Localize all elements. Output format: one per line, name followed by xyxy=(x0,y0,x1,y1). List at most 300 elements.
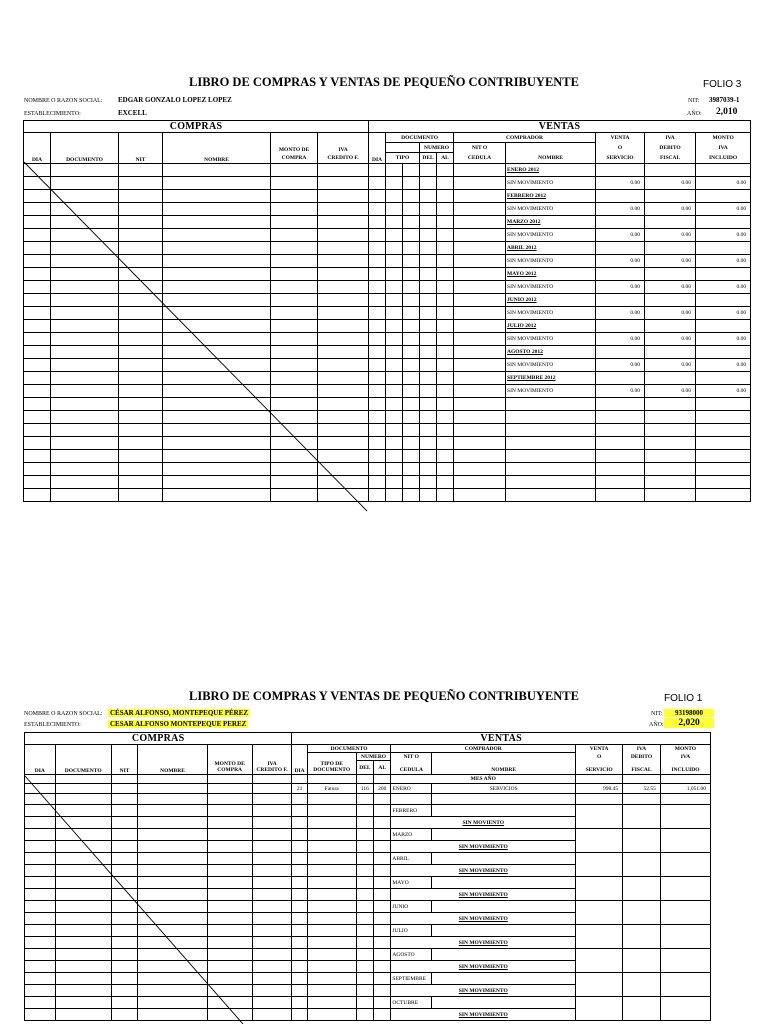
table-cell[interactable] xyxy=(51,255,119,268)
table-cell[interactable] xyxy=(111,937,138,949)
table-cell[interactable] xyxy=(252,925,292,937)
table-cell[interactable] xyxy=(163,242,271,255)
table-cell[interactable] xyxy=(386,463,403,476)
table-cell[interactable] xyxy=(163,281,271,294)
table-cell[interactable] xyxy=(111,1009,138,1021)
table-cell[interactable] xyxy=(454,333,506,346)
table-cell[interactable] xyxy=(163,359,271,372)
table-cell[interactable] xyxy=(111,784,138,794)
table-cell[interactable] xyxy=(25,817,56,829)
table-cell[interactable] xyxy=(25,865,56,877)
table-cell[interactable] xyxy=(24,164,51,177)
table-cell[interactable] xyxy=(356,805,373,817)
table-cell[interactable] xyxy=(55,901,111,913)
table-cell[interactable] xyxy=(51,372,119,385)
table-cell[interactable] xyxy=(25,913,56,925)
table-cell[interactable] xyxy=(138,841,207,853)
table-cell[interactable] xyxy=(252,961,292,973)
table-cell[interactable] xyxy=(163,450,271,463)
table-cell[interactable] xyxy=(119,333,163,346)
table-cell[interactable] xyxy=(119,255,163,268)
table-cell[interactable] xyxy=(55,1009,111,1021)
table-cell[interactable] xyxy=(292,853,307,865)
table-cell[interactable] xyxy=(318,294,369,307)
table-cell[interactable] xyxy=(420,476,437,489)
table-cell[interactable] xyxy=(318,164,369,177)
table-cell[interactable] xyxy=(119,203,163,216)
table-cell[interactable] xyxy=(252,973,292,985)
table-cell[interactable] xyxy=(356,829,373,841)
table-cell[interactable] xyxy=(318,229,369,242)
table-cell[interactable] xyxy=(374,997,391,1009)
table-cell[interactable] xyxy=(119,385,163,398)
table-cell[interactable] xyxy=(437,177,454,190)
table-cell[interactable] xyxy=(51,489,119,502)
table-cell[interactable] xyxy=(163,346,271,359)
table-cell[interactable] xyxy=(506,411,596,424)
table-cell[interactable] xyxy=(307,877,356,889)
table-cell[interactable] xyxy=(454,463,506,476)
table-cell[interactable] xyxy=(356,794,373,805)
table-cell[interactable] xyxy=(454,385,506,398)
table-cell[interactable] xyxy=(454,424,506,437)
table-cell[interactable] xyxy=(506,437,596,450)
table-cell[interactable] xyxy=(55,865,111,877)
table-cell[interactable] xyxy=(437,307,454,320)
table-cell[interactable] xyxy=(307,829,356,841)
table-cell[interactable] xyxy=(271,242,318,255)
table-cell[interactable] xyxy=(55,913,111,925)
table-cell[interactable] xyxy=(596,424,645,437)
table-cell[interactable] xyxy=(51,333,119,346)
table-cell[interactable] xyxy=(138,901,207,913)
table-cell[interactable] xyxy=(318,359,369,372)
table-cell[interactable] xyxy=(374,901,391,913)
table-cell[interactable] xyxy=(24,294,51,307)
table-cell[interactable] xyxy=(454,229,506,242)
table-cell[interactable] xyxy=(369,359,386,372)
table-cell[interactable] xyxy=(356,949,373,961)
table-cell[interactable] xyxy=(138,961,207,973)
table-cell[interactable] xyxy=(138,805,207,817)
table-cell[interactable] xyxy=(119,463,163,476)
table-cell[interactable] xyxy=(420,359,437,372)
table-cell[interactable] xyxy=(119,489,163,502)
table-cell[interactable] xyxy=(318,476,369,489)
table-cell[interactable] xyxy=(25,1009,56,1021)
table-cell[interactable] xyxy=(437,385,454,398)
table-cell[interactable] xyxy=(119,242,163,255)
table-cell[interactable] xyxy=(307,794,356,805)
table-cell[interactable] xyxy=(271,320,318,333)
table-cell[interactable] xyxy=(369,424,386,437)
table-cell[interactable] xyxy=(374,805,391,817)
table-cell[interactable] xyxy=(386,281,403,294)
table-cell[interactable] xyxy=(51,320,119,333)
table-cell[interactable] xyxy=(111,794,138,805)
table-cell[interactable] xyxy=(207,889,252,901)
table-cell[interactable] xyxy=(163,203,271,216)
table-cell[interactable] xyxy=(437,476,454,489)
table-cell[interactable] xyxy=(207,949,252,961)
table-cell[interactable] xyxy=(111,829,138,841)
table-cell[interactable] xyxy=(119,450,163,463)
table-cell[interactable] xyxy=(163,164,271,177)
table-cell[interactable] xyxy=(271,255,318,268)
table-cell[interactable] xyxy=(138,1009,207,1021)
table-cell[interactable] xyxy=(271,372,318,385)
table-cell[interactable] xyxy=(369,398,386,411)
table-cell[interactable] xyxy=(386,411,403,424)
table-cell[interactable] xyxy=(24,307,51,320)
table-cell[interactable] xyxy=(356,877,373,889)
table-cell[interactable] xyxy=(252,841,292,853)
table-cell[interactable] xyxy=(51,203,119,216)
table-cell[interactable] xyxy=(386,359,403,372)
table-cell[interactable] xyxy=(506,489,596,502)
table-cell[interactable] xyxy=(292,794,307,805)
table-cell[interactable] xyxy=(318,190,369,203)
table-cell[interactable] xyxy=(437,437,454,450)
table-cell[interactable] xyxy=(119,177,163,190)
table-cell[interactable] xyxy=(369,489,386,502)
table-cell[interactable] xyxy=(437,489,454,502)
table-cell[interactable] xyxy=(25,961,56,973)
table-cell[interactable] xyxy=(369,411,386,424)
table-cell[interactable] xyxy=(207,973,252,985)
table-cell[interactable] xyxy=(119,307,163,320)
table-cell[interactable] xyxy=(163,307,271,320)
table-cell[interactable] xyxy=(623,794,661,805)
table-cell[interactable] xyxy=(391,794,432,805)
table-cell[interactable] xyxy=(24,177,51,190)
table-cell[interactable] xyxy=(420,463,437,476)
table-cell[interactable] xyxy=(403,437,420,450)
table-cell[interactable] xyxy=(386,424,403,437)
table-cell[interactable] xyxy=(25,829,56,841)
table-cell[interactable] xyxy=(645,489,696,502)
table-cell[interactable] xyxy=(51,346,119,359)
table-cell[interactable] xyxy=(51,450,119,463)
table-cell[interactable] xyxy=(386,307,403,320)
table-cell[interactable] xyxy=(55,817,111,829)
table-cell[interactable] xyxy=(55,784,111,794)
table-cell[interactable] xyxy=(292,829,307,841)
table-cell[interactable] xyxy=(119,346,163,359)
table-cell[interactable] xyxy=(369,203,386,216)
table-cell[interactable] xyxy=(119,476,163,489)
table-cell[interactable] xyxy=(369,307,386,320)
table-cell[interactable] xyxy=(24,359,51,372)
table-cell[interactable] xyxy=(51,164,119,177)
table-cell[interactable] xyxy=(138,784,207,794)
table-cell[interactable] xyxy=(292,901,307,913)
table-cell[interactable] xyxy=(374,973,391,985)
table-cell[interactable] xyxy=(271,216,318,229)
table-cell[interactable] xyxy=(51,177,119,190)
table-cell[interactable] xyxy=(356,901,373,913)
table-cell[interactable] xyxy=(271,294,318,307)
table-cell[interactable] xyxy=(119,281,163,294)
table-cell[interactable] xyxy=(374,949,391,961)
table-cell[interactable] xyxy=(271,359,318,372)
table-cell[interactable] xyxy=(119,411,163,424)
table-cell[interactable] xyxy=(24,372,51,385)
table-cell[interactable] xyxy=(24,320,51,333)
table-cell[interactable] xyxy=(51,359,119,372)
table-cell[interactable] xyxy=(356,973,373,985)
table-cell[interactable] xyxy=(252,937,292,949)
table-cell[interactable] xyxy=(163,437,271,450)
table-cell[interactable] xyxy=(420,411,437,424)
table-cell[interactable] xyxy=(386,203,403,216)
table-cell[interactable] xyxy=(271,333,318,346)
table-cell[interactable] xyxy=(403,450,420,463)
table-cell[interactable] xyxy=(307,901,356,913)
table-cell[interactable] xyxy=(386,177,403,190)
table-cell[interactable] xyxy=(271,346,318,359)
table-cell[interactable] xyxy=(163,177,271,190)
table-cell[interactable] xyxy=(271,307,318,320)
table-cell[interactable] xyxy=(454,411,506,424)
table-cell[interactable] xyxy=(207,937,252,949)
table-cell[interactable] xyxy=(432,794,576,805)
table-cell[interactable] xyxy=(55,985,111,997)
table-cell[interactable] xyxy=(252,913,292,925)
table-cell[interactable] xyxy=(207,913,252,925)
table-cell[interactable] xyxy=(207,985,252,997)
table-cell[interactable] xyxy=(24,489,51,502)
table-cell[interactable] xyxy=(403,177,420,190)
table-cell[interactable] xyxy=(24,346,51,359)
table-cell[interactable] xyxy=(318,411,369,424)
table-cell[interactable] xyxy=(403,255,420,268)
table-cell[interactable] xyxy=(660,794,710,805)
table-cell[interactable] xyxy=(51,281,119,294)
table-cell[interactable] xyxy=(437,229,454,242)
table-cell[interactable] xyxy=(318,242,369,255)
table-cell[interactable] xyxy=(55,961,111,973)
table-cell[interactable] xyxy=(369,255,386,268)
table-cell[interactable] xyxy=(207,794,252,805)
table-cell[interactable] xyxy=(138,853,207,865)
table-cell[interactable] xyxy=(51,424,119,437)
table-cell[interactable] xyxy=(163,398,271,411)
table-cell[interactable] xyxy=(51,294,119,307)
table-cell[interactable] xyxy=(271,190,318,203)
table-cell[interactable] xyxy=(271,398,318,411)
table-cell[interactable] xyxy=(374,829,391,841)
table-cell[interactable] xyxy=(138,877,207,889)
table-cell[interactable] xyxy=(51,463,119,476)
table-cell[interactable] xyxy=(369,333,386,346)
table-cell[interactable] xyxy=(645,411,696,424)
table-cell[interactable] xyxy=(356,997,373,1009)
table-cell[interactable] xyxy=(252,949,292,961)
table-cell[interactable] xyxy=(454,437,506,450)
table-cell[interactable] xyxy=(119,437,163,450)
table-cell[interactable] xyxy=(645,398,696,411)
table-cell[interactable] xyxy=(25,949,56,961)
table-cell[interactable] xyxy=(437,281,454,294)
table-cell[interactable] xyxy=(163,385,271,398)
table-cell[interactable] xyxy=(111,913,138,925)
table-cell[interactable] xyxy=(454,359,506,372)
table-cell[interactable] xyxy=(318,437,369,450)
table-cell[interactable] xyxy=(207,784,252,794)
table-cell[interactable] xyxy=(696,476,751,489)
table-cell[interactable] xyxy=(369,281,386,294)
table-cell[interactable] xyxy=(51,437,119,450)
table-cell[interactable] xyxy=(437,411,454,424)
table-cell[interactable] xyxy=(386,255,403,268)
table-cell[interactable] xyxy=(119,320,163,333)
table-cell[interactable] xyxy=(437,463,454,476)
table-cell[interactable] xyxy=(420,385,437,398)
table-cell[interactable] xyxy=(386,476,403,489)
table-cell[interactable] xyxy=(420,424,437,437)
table-cell[interactable] xyxy=(24,333,51,346)
table-cell[interactable] xyxy=(374,853,391,865)
table-cell[interactable] xyxy=(386,385,403,398)
table-cell[interactable] xyxy=(403,489,420,502)
table-cell[interactable] xyxy=(111,901,138,913)
table-cell[interactable] xyxy=(111,775,138,784)
table-cell[interactable] xyxy=(25,889,56,901)
table-cell[interactable] xyxy=(696,424,751,437)
table-cell[interactable] xyxy=(454,203,506,216)
table-cell[interactable] xyxy=(163,411,271,424)
table-cell[interactable] xyxy=(318,346,369,359)
table-cell[interactable] xyxy=(24,229,51,242)
table-cell[interactable] xyxy=(207,997,252,1009)
table-cell[interactable] xyxy=(318,177,369,190)
table-cell[interactable] xyxy=(163,320,271,333)
table-cell[interactable] xyxy=(318,216,369,229)
table-cell[interactable] xyxy=(163,190,271,203)
table-cell[interactable] xyxy=(318,450,369,463)
table-cell[interactable] xyxy=(138,949,207,961)
table-cell[interactable] xyxy=(437,398,454,411)
table-cell[interactable] xyxy=(138,794,207,805)
table-cell[interactable] xyxy=(207,775,252,784)
table-cell[interactable] xyxy=(318,463,369,476)
table-cell[interactable] xyxy=(24,398,51,411)
table-cell[interactable] xyxy=(119,190,163,203)
table-cell[interactable] xyxy=(596,411,645,424)
table-cell[interactable] xyxy=(207,961,252,973)
table-cell[interactable] xyxy=(252,853,292,865)
table-cell[interactable] xyxy=(207,877,252,889)
table-cell[interactable] xyxy=(207,853,252,865)
table-cell[interactable] xyxy=(51,476,119,489)
table-cell[interactable] xyxy=(403,463,420,476)
table-cell[interactable] xyxy=(420,489,437,502)
table-cell[interactable] xyxy=(403,385,420,398)
table-cell[interactable] xyxy=(420,307,437,320)
table-cell[interactable] xyxy=(386,437,403,450)
table-cell[interactable] xyxy=(454,450,506,463)
table-cell[interactable] xyxy=(420,333,437,346)
table-cell[interactable] xyxy=(318,372,369,385)
table-cell[interactable] xyxy=(25,901,56,913)
table-cell[interactable] xyxy=(119,398,163,411)
table-cell[interactable] xyxy=(596,437,645,450)
table-cell[interactable] xyxy=(696,411,751,424)
table-cell[interactable] xyxy=(138,913,207,925)
table-cell[interactable] xyxy=(163,476,271,489)
table-cell[interactable] xyxy=(403,281,420,294)
table-cell[interactable] xyxy=(374,877,391,889)
table-cell[interactable] xyxy=(437,255,454,268)
table-cell[interactable] xyxy=(163,489,271,502)
table-cell[interactable] xyxy=(207,829,252,841)
table-cell[interactable] xyxy=(369,229,386,242)
table-cell[interactable] xyxy=(437,359,454,372)
table-cell[interactable] xyxy=(111,985,138,997)
table-cell[interactable] xyxy=(55,973,111,985)
table-cell[interactable] xyxy=(403,359,420,372)
table-cell[interactable] xyxy=(163,463,271,476)
table-cell[interactable] xyxy=(119,268,163,281)
table-cell[interactable] xyxy=(111,853,138,865)
table-cell[interactable] xyxy=(51,190,119,203)
table-cell[interactable] xyxy=(271,229,318,242)
table-cell[interactable] xyxy=(111,841,138,853)
table-cell[interactable] xyxy=(119,216,163,229)
table-cell[interactable] xyxy=(252,817,292,829)
table-cell[interactable] xyxy=(420,203,437,216)
table-cell[interactable] xyxy=(25,973,56,985)
table-cell[interactable] xyxy=(25,784,56,794)
table-cell[interactable] xyxy=(386,229,403,242)
table-cell[interactable] xyxy=(252,985,292,997)
table-cell[interactable] xyxy=(403,229,420,242)
table-cell[interactable] xyxy=(307,805,356,817)
table-cell[interactable] xyxy=(271,424,318,437)
table-cell[interactable] xyxy=(318,307,369,320)
table-cell[interactable] xyxy=(506,450,596,463)
table-cell[interactable] xyxy=(51,411,119,424)
table-cell[interactable] xyxy=(24,203,51,216)
table-cell[interactable] xyxy=(307,925,356,937)
table-cell[interactable] xyxy=(318,255,369,268)
table-cell[interactable] xyxy=(369,476,386,489)
table-cell[interactable] xyxy=(24,281,51,294)
table-cell[interactable] xyxy=(437,450,454,463)
table-cell[interactable] xyxy=(307,949,356,961)
table-cell[interactable] xyxy=(645,450,696,463)
table-cell[interactable] xyxy=(386,489,403,502)
table-cell[interactable] xyxy=(111,877,138,889)
table-cell[interactable] xyxy=(596,489,645,502)
table-cell[interactable] xyxy=(576,794,623,805)
table-cell[interactable] xyxy=(420,255,437,268)
table-cell[interactable] xyxy=(24,242,51,255)
table-cell[interactable] xyxy=(292,949,307,961)
table-cell[interactable] xyxy=(386,333,403,346)
table-cell[interactable] xyxy=(25,853,56,865)
table-cell[interactable] xyxy=(271,177,318,190)
table-cell[interactable] xyxy=(24,216,51,229)
table-cell[interactable] xyxy=(25,997,56,1009)
table-cell[interactable] xyxy=(252,901,292,913)
table-cell[interactable] xyxy=(55,805,111,817)
table-cell[interactable] xyxy=(163,424,271,437)
table-cell[interactable] xyxy=(119,359,163,372)
table-cell[interactable] xyxy=(138,775,207,784)
table-cell[interactable] xyxy=(55,925,111,937)
